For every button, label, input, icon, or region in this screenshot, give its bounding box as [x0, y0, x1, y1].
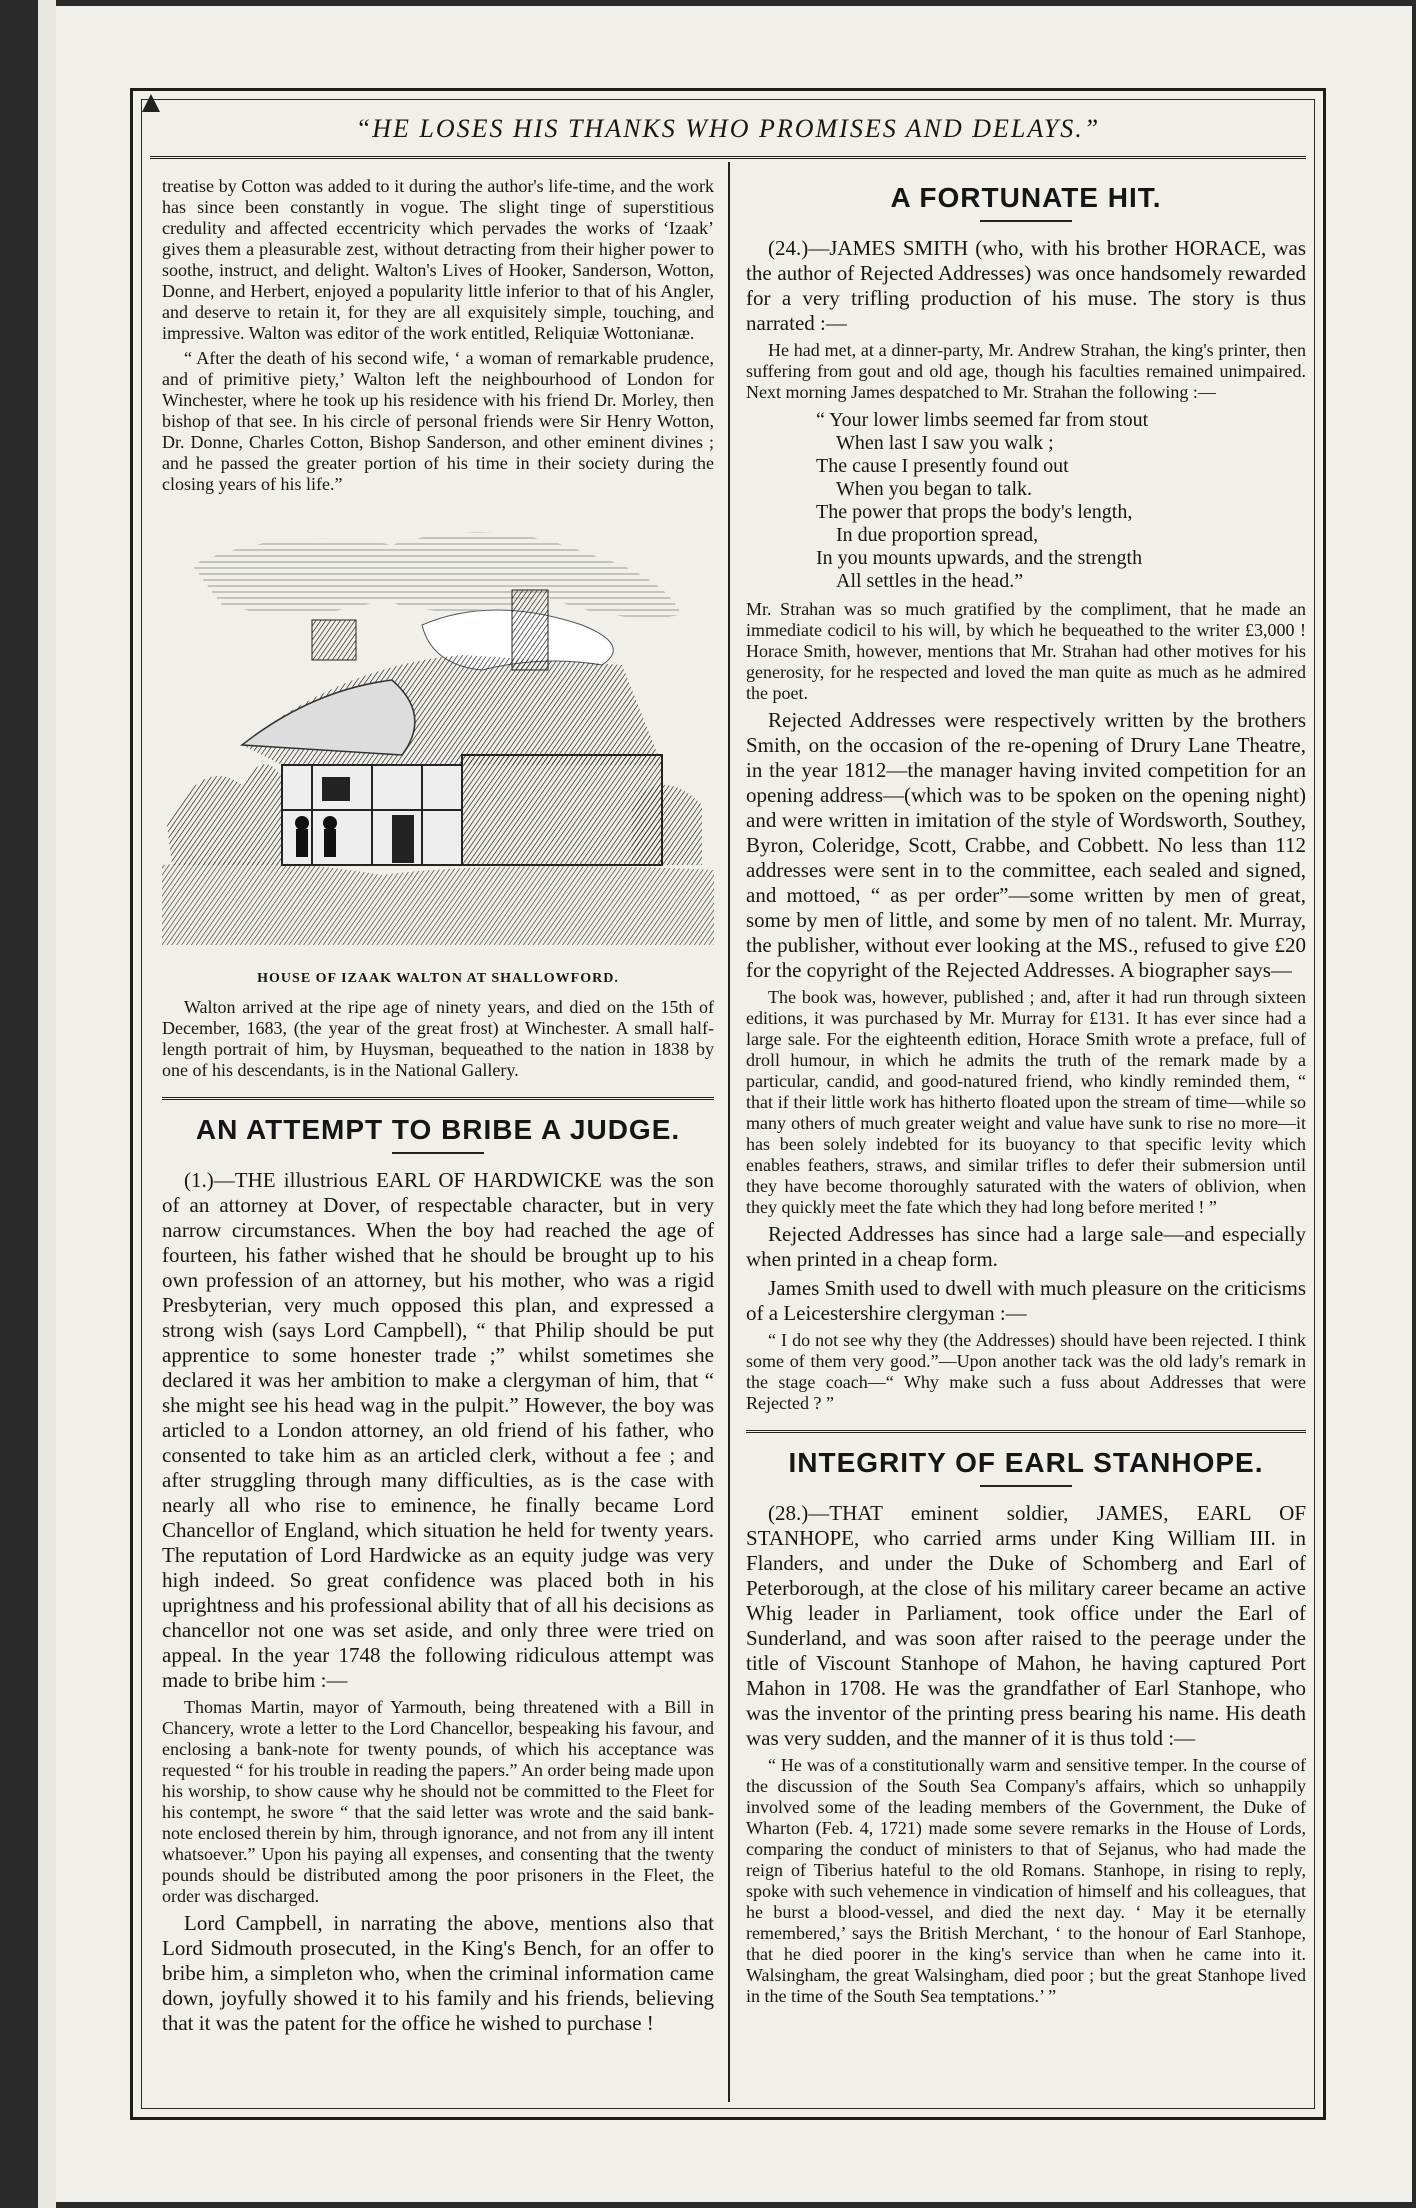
walton-paragraph-3: Walton arrived at the ripe age of ninety years, and died on the 15th of December, 1683, (the year of the great frost) at Winchester. A small half-length portrait of him, by Huysman, bequeathed to the nation in 1838 by one of his descendants, is in the National Gallery. — [162, 997, 714, 1080]
poem — [816, 409, 1306, 593]
fortunate-paragraph-7: James Smith used to dwell with much pleasure on the criticisms of a Leicestershire clergyman :— — [746, 1276, 1306, 1325]
poem-line: The cause I presently found out — [816, 455, 1069, 477]
poem-line: When you began to talk. — [836, 478, 1033, 500]
corner-ornament-icon — [140, 92, 162, 114]
cottage-illustration — [162, 505, 714, 965]
header-rule — [150, 156, 1306, 159]
poem-line: In due proportion spread, — [836, 524, 1039, 546]
bribe-paragraph-2: Thomas Martin, mayor of Yarmouth, being threatened with a Bill in Chancery, wrote a letter to the Lord Chancellor, bespeaking his favour, and enclosing a bank-note for twenty pounds, of which his acceptance was requested “ for his trouble in reading the papers.” An order being made upon his worship, to show cause why he should not be committed to the Fleet for his contempt, he swore “ that the said letter was wrote and the said bank-note enclosed therein by him, through ignorance, and not from any ill intent whatsoever.” Upon his paying all expenses, and consenting that the twenty pounds should be distributed among the poor prisoners in the Fleet, the order was discharged. — [162, 1697, 714, 1906]
fortunate-paragraph-3: Mr. Strahan was so much gratified by the compliment, that he made an immediate codicil to his will, by which he bequeathed to the writer £3,000 ! Horace Smith, however, mentions that Mr. Strahan had other motives for his generosity, for he respected and loved the man quite as much as he admired the poet. — [746, 599, 1306, 703]
right-column — [746, 176, 1306, 2011]
fortunate-paragraph-6: Rejected Addresses has since had a large sale—and especially when printed in a cheap form. — [746, 1222, 1306, 1271]
stanhope-paragraph-2: “ He was of a constitutionally warm and sensitive temper. In the course of the discussion of the South Sea Company's affairs, which so unhappily involved some of the leading members of the Government, the Duke of Wharton (Feb. 4, 1721) made some severe remarks in the House of Lords, comparing the conduct of ministers to that of Sejanus, who had made the reign of Tiberius hateful to the old Romans. Stanhope, in rising to reply, spoke with such vehemence in vindication of himself and his colleagues, that he burst a blood-vessel, and died the next day. ‘ May it be eternally remembered,’ says the British Merchant, ‘ to the honour of Earl Stanhope, that he died poorer in the king's service than when he came into it. Walsingham, the great Walsingham, died poor ; but the great Stanhope lived in the time of the South Sea temptations.’ ” — [746, 1755, 1306, 2006]
section-title-fortunate: A FORTUNATE HIT. — [890, 182, 1162, 213]
title-rule — [980, 220, 1072, 222]
section-title-bribe: AN ATTEMPT TO BRIBE A JUDGE. — [195, 1114, 681, 1145]
poem-line: “ Your lower limbs seemed far from stout — [816, 409, 1149, 431]
section-rule — [746, 1430, 1306, 1433]
walton-house-engraving — [162, 505, 714, 965]
fortunate-paragraph-5: The book was, however, published ; and, after it had run through sixteen editions, it was purchased by Mr. Murray for £131. It has ever since had a large sale. For the eighteenth edition, Horace Smith wrote a preface, full of droll humour, in which he admits the truth of the remark made by a particular, candid, and good-natured friend, who kindly reminded them, “ that if their little work has hitherto floated upon the stream of time—while so many others of much greater weight and value have sunk to rise no more—it has been solely indebted for its buoyancy to that specific levity which enables feathers, straws, and similar trifles to defer their submersion until they have become thoroughly saturated with the waters of oblivion, when they quickly meet the fate which they had long before merited ! ” — [746, 987, 1306, 1217]
fortunate-paragraph-1: (24.)—JAMES SMITH (who, with his brother HORACE, was the author of Rejected Addresses) was once handsomely rewarded for a very trifling production of his muse. The story is thus narrated :— — [746, 236, 1306, 335]
stanhope-paragraph-1: (28.)—THAT eminent soldier, JAMES, EARL OF STANHOPE, who carried arms under King William III. in Flanders, and under the Duke of Schomberg and Earl of Peterborough, at the close of his military career became an active Whig leader in Parliament, took office under the Earl of Sunderland, and was soon after raised to the peerage under the title of Viscount Stanhope of Mahon, he having captured Port Mahon in 1708. He was the grandfather of Earl Stanhope, who was the inventor of the printing press bearing his name. His death was very sudden, and the manner of it is thus told :— — [746, 1501, 1306, 1750]
bribe-paragraph-1: (1.)—THE illustrious EARL OF HARDWICKE was the son of an attorney at Dover, of respectable character, but in very narrow circumstances. When the boy had reached the age of fourteen, his father wished that he should be brought up to his own profession of an attorney, but his mother, who was a rigid Presbyterian, very much opposed this plan, and expressed a strong wish (says Lord Campbell), “ that Philip should be put apprentice to some honester trade ;” whilst sometimes she declared it was her ambition to make a clergyman of him, that “ she might see his head wag in the pulpit.” However, the boy was articled to a London attorney, an old friend of his father, who consented to take him as an articled clerk, without a fee ; and after struggling through many difficulties, as is the case with nearly all who rise to eminence, he finally became Lord Chancellor of England, which situation he held for twenty years. The reputation of Lord Hardwicke as an equity judge was very high indeed. So great confidence was placed both in his uprightness and his professional ability that of all his decisions as chancellor not one was set aside, and only three were tried on appeal. In the year 1748 the following ridiculous attempt was made to bribe him :— — [162, 1168, 714, 1692]
column-divider — [728, 162, 730, 2102]
walton-paragraph-1: treatise by Cotton was added to it during the author's life-time, and the work has since been constantly in vogue. The slight tinge of superstitious credulity and affected eccentricity which pervades the works of ‘Izaak’ gives them a pleasurable zest, without detracting from their higher power to soothe, instruct, and delight. Walton's Lives of Hooker, Sanderson, Wotton, Donne, and Herbert, enjoyed a popularity little inferior to that of his Angler, and deserve to retain it, for they are all exquisitely simple, touching, and impressive. Walton was editor of the work entitled, Reliquiæ Wottonianæ. — [162, 176, 714, 343]
title-rule — [980, 1485, 1072, 1487]
poem-line: The power that props the body's length, — [816, 501, 1133, 523]
fortunate-paragraph-4: Rejected Addresses were respectively written by the brothers Smith, on the occasion of the re-opening of Drury Lane Theatre, in the year 1812—the manager having invited competition for an opening address—(which was to be spoken on the opening night) and were written in imitation of the style of Wordsworth, Southey, Byron, Coleridge, Scott, Crabbe, and Cobbett. No less than 112 addresses were sent in to the committee, each sealed and signed, and mottoed, “ as per order”—some written by men of great, some by men of little, and some by men of no talent. Mr. Murray, the publisher, without ever looking at the MS., refused to give £20 for the copyright of the Rejected Addresses. A biographer says— — [746, 708, 1306, 982]
section-title-stanhope: INTEGRITY OF EARL STANHOPE. — [788, 1447, 1264, 1478]
bribe-paragraph-3: Lord Campbell, in narrating the above, mentions also that Lord Sidmouth prosecuted, in the King's Bench, for an offer to bribe him, a simpleton who, when the criminal information came down, joyfully showed it to his family and his friends, believing that it was the patent for the office he wished to purchase ! — [162, 1911, 714, 2035]
poem-line: When last I saw you walk ; — [836, 432, 1054, 454]
illustration-caption: HOUSE OF IZAAK WALTON AT SHALLOWFORD. — [257, 971, 619, 986]
page-edge — [38, 0, 56, 2208]
left-column — [162, 176, 714, 2040]
title-rule — [392, 1152, 484, 1154]
poem-line: All settles in the head.” — [836, 570, 1024, 592]
walton-paragraph-2: “ After the death of his second wife, ‘ a woman of remarkable prudence, and of primitive piety,’ Walton left the neighbourhood of London for Winchester, where he took up his residence with his friend Dr. Morley, then bishop of that see. In his circle of personal friends were Sir Henry Wotton, Dr. Donne, Charles Cotton, Bishop Sanderson, and other eminent divines ; and he passed the greater portion of his time in their society during the closing years of his life.” — [162, 348, 714, 494]
page-motto: “HE LOSES HIS THANKS WHO PROMISES AND DELAYS.” — [355, 114, 1101, 143]
poem-line: In you mounts upwards, and the strength — [816, 547, 1143, 569]
section-rule — [162, 1097, 714, 1100]
fortunate-paragraph-2: He had met, at a dinner-party, Mr. Andrew Strahan, the king's printer, then suffering from gout and old age, though his faculties remained unimpaired. Next morning James despatched to Mr. Strahan the following :— — [746, 340, 1306, 402]
fortunate-paragraph-8: “ I do not see why they (the Addresses) should have been rejected. I think some of them very good.”—Upon another tack was the old lady's remark in the stage coach—“ Why make such a fuss about Addresses that were Rejected ? ” — [746, 1330, 1306, 1413]
